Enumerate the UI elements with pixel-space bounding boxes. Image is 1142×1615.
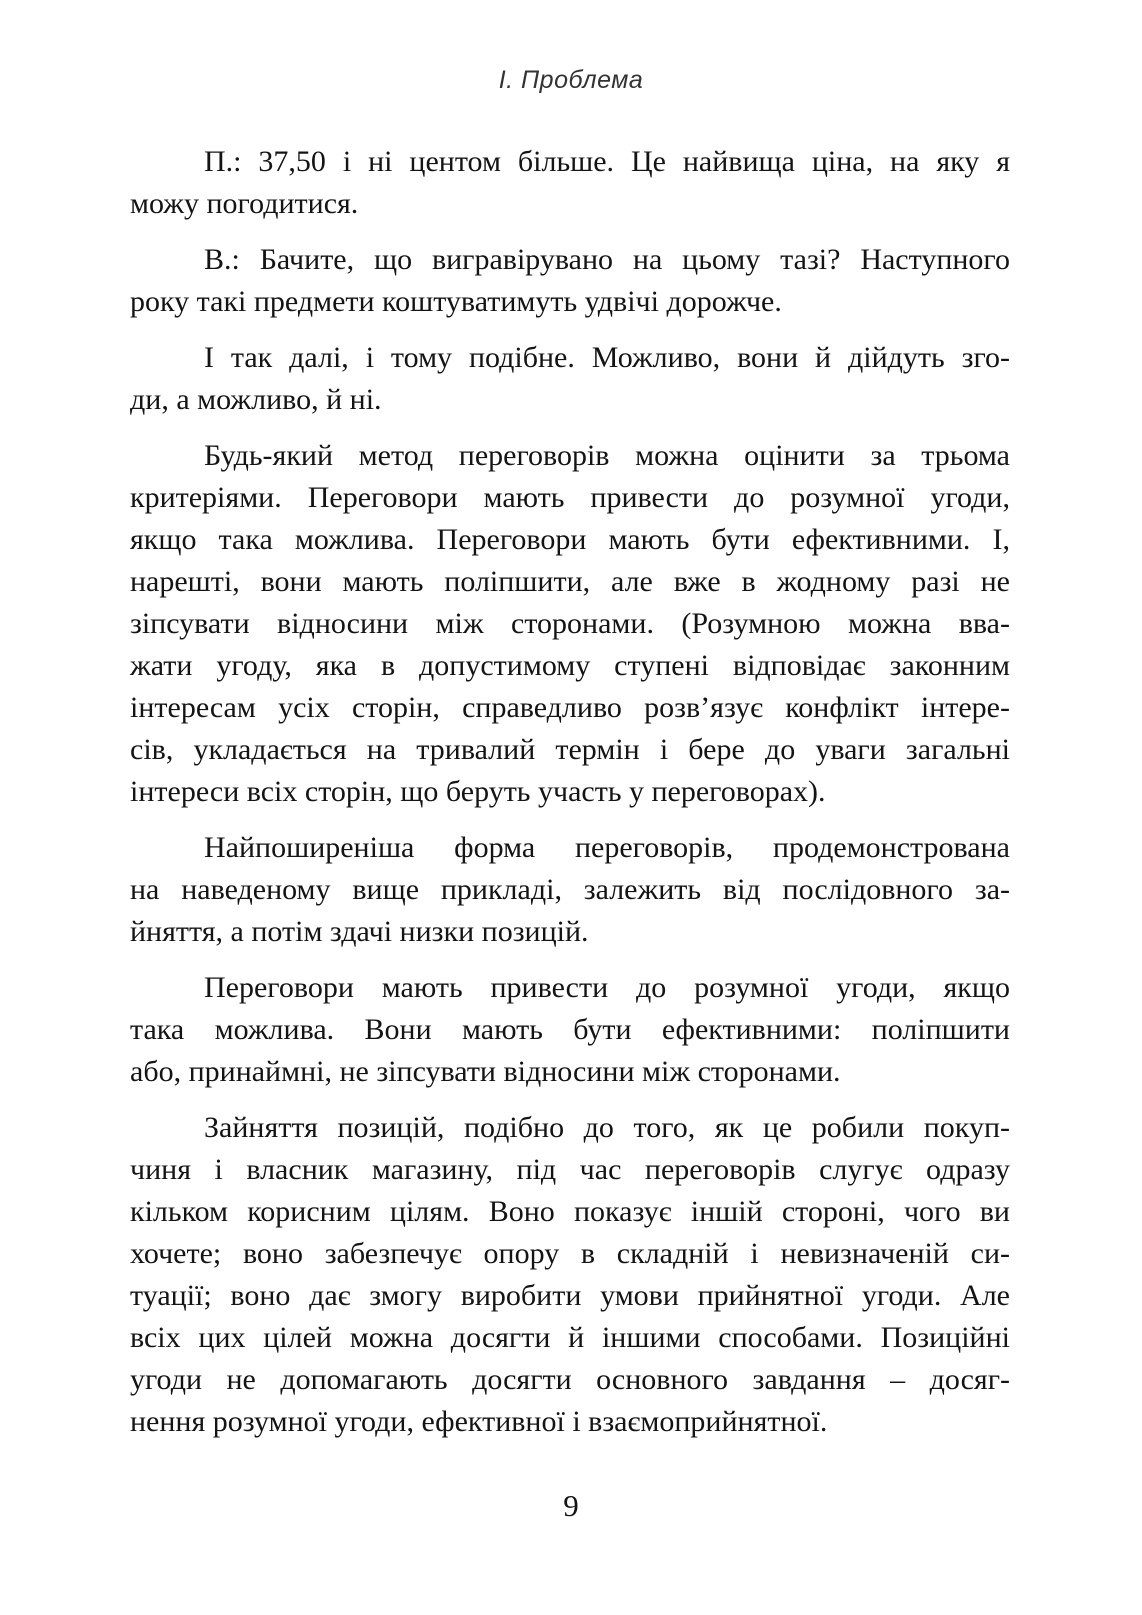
text-line: можу погодитися.	[130, 187, 359, 220]
paragraph	[130, 435, 1010, 813]
text-line: або, принаймні, не зіпсувати відносини між сторонами.	[130, 1055, 841, 1088]
paragraph	[130, 337, 1010, 421]
paragraph	[130, 967, 1010, 1093]
text-line: критеріями. Переговори мають привести до розумної угоди,	[130, 481, 1010, 514]
text-line: всіх цих цілей можна досягти й іншими способами. Позиційні	[130, 1321, 1010, 1354]
text-line: Переговори мають привести до розумної угоди, якщо	[204, 971, 1010, 1004]
page-number: 9	[563, 1488, 579, 1523]
paragraph	[130, 1107, 1010, 1443]
text-line: туації; воно дає змогу виробити умови прийнятної угоди. Але	[130, 1279, 1010, 1312]
text-line: на наведеному вище прикладі, залежить від послідовного за-	[130, 873, 1010, 906]
text-line: хочете; воно забезпечує опору в складній і невизначеній си-	[130, 1237, 1010, 1270]
text-line: Будь-який метод переговорів можна оцінити за трьома	[204, 439, 1010, 472]
body-text	[130, 141, 1010, 1457]
text-line: року такі предмети коштуватимуть удвічі дорожче.	[130, 285, 782, 318]
text-line: йняття, а потім здачі низки позицій.	[130, 915, 589, 948]
text-line: кільком корисним цілям. Воно показує іншій стороні, чого ви	[130, 1195, 1010, 1228]
text-line: інтересам усіх сторін, справедливо розв’язує конфлікт інтере-	[130, 691, 1010, 724]
running-header: І. Проблема	[498, 66, 644, 94]
text-line: І так далі, і тому подібне. Можливо, вони й дійдуть зго-	[204, 341, 1010, 374]
text-line: якщо така можлива. Переговори мають бути ефективними. І,	[130, 523, 1010, 556]
text-line: чиня і власник магазину, під час переговорів слугує одразу	[130, 1153, 1010, 1186]
text-line: нарешті, вони мають поліпшити, але вже в жодному разі не	[130, 565, 1010, 598]
text-line: жати угоду, яка в допустимому ступені відповідає законним	[130, 649, 1010, 682]
text-line: нення розумної угоди, ефективної і взаємоприйнятної.	[130, 1405, 828, 1438]
paragraph	[130, 827, 1010, 953]
text-line: зіпсувати відносини між сторонами. (Розумною можна вва-	[130, 607, 1010, 640]
text-line: Зайняття позицій, подібно до того, як це робили покуп-	[204, 1111, 1010, 1144]
text-line: така можлива. Вони мають бути ефективними: поліпшити	[130, 1013, 1010, 1046]
text-line: угоди не допомагають досягти основного завдання – досяг-	[130, 1363, 1010, 1396]
text-line: інтереси всіх сторін, що беруть участь у переговорах).	[130, 775, 826, 808]
paragraph	[130, 141, 1010, 225]
text-line: Найпоширеніша форма переговорів, продемонстрована	[204, 831, 1010, 864]
text-line: сів, укладається на тривалий термін і бере до уваги загальні	[130, 733, 1010, 766]
text-line: В.: Бачите, що вигравірувано на цьому тазі? Наступного	[204, 243, 1010, 276]
paragraph	[130, 239, 1010, 323]
text-line: П.: 37,50 і ні центом більше. Це найвища ціна, на яку я	[204, 145, 1010, 178]
text-line: ди, а можливо, й ні.	[130, 383, 382, 416]
